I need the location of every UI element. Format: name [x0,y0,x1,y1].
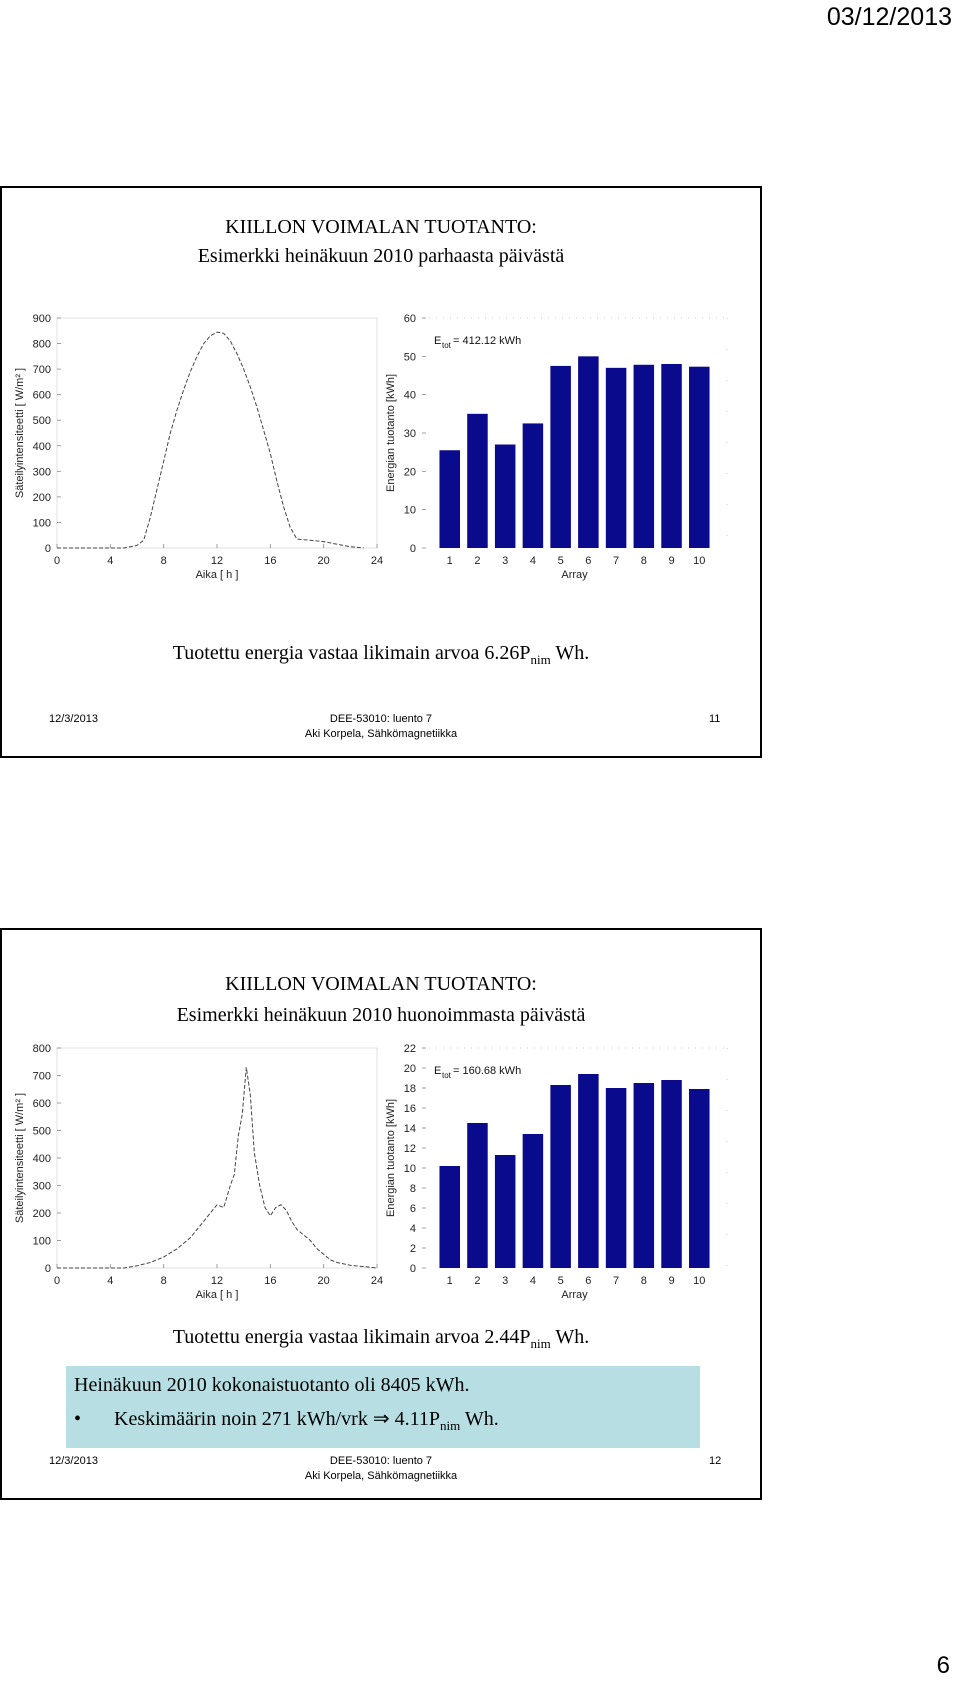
bar [523,1134,544,1268]
slide-12 [0,928,762,1500]
y-tick-label: 500 [32,415,51,428]
x-tick-label: 10 [693,555,706,567]
bar [634,365,655,548]
x-tick-label: 12 [210,555,224,567]
footer-page-number: 11 [709,713,721,725]
slide-caption: Tuotettu energia vastaa likimain arvoa $6.26P_{nim}$ Wh. [172,642,590,667]
y-tick-label: 600 [32,1098,51,1110]
x-tick-label: 7 [613,1275,620,1287]
footer-center [2,712,760,742]
footer-author: Aki Korpela, Sähkömagnetiikka [304,1470,458,1482]
bar [439,1166,460,1268]
y-tick-label: 14 [403,1123,416,1135]
annotation-symbol: E [434,335,442,347]
bullet-icon: • [74,1408,82,1430]
x-tick-label: 2 [474,555,481,567]
x-tick-label: 1 [446,1275,453,1287]
annotation-value: = 160.68 kWh [453,1065,522,1077]
y-tick-label: 400 [32,1153,51,1165]
footer-page-number: 12 [709,1455,722,1467]
annotation-value: = 412.12 kWh [453,335,522,347]
y-tick-label: 8 [409,1183,416,1195]
bar [467,414,488,548]
x-tick-label: 3 [502,555,509,567]
y-tick-label: 50 [403,351,416,364]
x-tick-label: 20 [317,555,330,567]
bar [689,1089,710,1268]
summary-line-total: Heinäkuun 2010 kokonaistuotanto oli 8405 kWh. [74,1374,470,1396]
y-axis-label: Säteilyintensiteetti [ W/m² ] [14,367,26,499]
x-tick-label: 6 [585,555,592,567]
footer-course: DEE-53010: luento 7 [329,1455,433,1467]
y-tick-label: 300 [32,466,51,479]
x-tick-label: 24 [370,555,384,567]
x-tick-label: 7 [613,555,620,567]
y-tick-label: 20 [403,1063,416,1075]
y-tick-label: 0 [409,1263,416,1275]
y-tick-label: 0 [409,543,416,555]
y-tick-label: 300 [32,1180,51,1193]
x-axis-label: Array [561,569,588,581]
x-tick-label: 12 [210,1275,224,1287]
x-tick-label: 16 [264,555,277,567]
implies-arrow-icon: ⇒ [372,1408,390,1430]
footer-date: 12/3/2013 [49,1455,98,1467]
x-tick-label: 8 [160,555,167,567]
x-tick-label: 24 [370,1275,384,1287]
y-tick-label: 800 [32,1043,51,1055]
y-tick-label: 16 [403,1103,416,1115]
y-tick-label: 40 [403,389,416,402]
page-date: 03/12/2013 [826,3,952,31]
x-tick-label: 8 [640,1275,647,1287]
bar [467,1123,488,1268]
y-tick-label: 4 [409,1223,416,1235]
bar [578,356,599,548]
x-tick-label: 9 [668,1275,675,1287]
y-tick-label: 60 [403,313,416,325]
y-tick-label: 800 [32,338,51,351]
footer-center [2,1454,760,1484]
slide-title-line1: KIILLON VOIMALAN TUOTANTO: [225,216,537,238]
y-tick-label: 100 [32,1235,51,1248]
plot-area [57,1048,377,1268]
x-tick-label: 5 [557,555,564,567]
x-tick-label: 8 [160,1275,167,1287]
x-tick-label: 4 [107,555,114,567]
annotation-subscript: tot [442,341,451,350]
y-tick-label: 0 [44,543,51,555]
y-tick-label: 700 [32,364,51,377]
x-tick-label: 10 [693,1275,706,1287]
y-tick-label: 400 [32,440,51,453]
footer-author: Aki Korpela, Sähkömagnetiikka [304,728,458,740]
bar [606,368,627,548]
bar [661,364,682,548]
energy-bar-chart-best-day [382,308,742,598]
slide-title-line2: Esimerkki heinäkuun 2010 parhaasta päivästä [197,245,565,267]
slide-caption: Tuotettu energia vastaa likimain arvoa $2.44P_{nim}$ Wh. [172,1326,590,1351]
page-number: 6 [936,1652,950,1679]
bar [578,1074,599,1268]
x-axis-label: Array [561,1289,588,1301]
y-tick-label: 22 [403,1043,416,1055]
x-tick-label: 0 [53,1275,61,1287]
slide-title-line1: KIILLON VOIMALAN TUOTANTO: [225,973,537,995]
bar [495,445,516,549]
x-tick-label: 4 [529,1275,536,1287]
x-tick-label: 6 [585,1275,592,1287]
y-tick-label: 600 [32,389,51,402]
annotation-subscript: tot [442,1071,451,1080]
y-tick-label: 2 [409,1243,416,1255]
y-tick-label: 500 [32,1125,51,1138]
y-tick-label: 10 [403,1163,416,1175]
x-tick-label: 9 [668,555,675,567]
irradiance-chart-best-day [12,308,382,598]
y-tick-label: 900 [32,313,51,325]
x-tick-label: 3 [502,1275,509,1287]
bar [523,423,544,548]
x-tick-label: 4 [107,1275,114,1287]
y-tick-label: 18 [403,1083,416,1095]
summary-box [66,1366,700,1448]
energy-bar-chart-worst-day [382,1038,742,1318]
x-tick-label: 2 [474,1275,481,1287]
annotation-symbol: E [434,1065,442,1077]
bar [689,367,710,548]
y-tick-label: 100 [32,517,51,530]
bar [661,1080,682,1268]
x-tick-label: 20 [317,1275,330,1287]
bar [550,1085,571,1268]
plot-area [57,318,377,548]
y-tick-label: 200 [32,1208,51,1220]
y-tick-label: 30 [403,428,416,440]
y-tick-label: 200 [32,491,51,504]
x-tick-label: 1 [446,555,453,567]
y-tick-label: 10 [403,504,416,517]
bar [495,1155,516,1268]
summary-line-average: • Keskimäärin noin 271 kWh/vrk ⇒ $4.11P_{nim}$ Wh. [74,1408,499,1433]
x-tick-label: 0 [53,555,61,567]
footer-course: DEE-53010: luento 7 [329,713,433,725]
irradiance-chart-worst-day [12,1038,382,1318]
y-tick-label: 12 [403,1143,416,1155]
y-tick-label: 20 [403,466,416,479]
slide-11 [0,186,762,758]
bar [550,366,571,548]
bar [439,450,460,548]
footer-date: 12/3/2013 [49,713,98,725]
x-tick-label: 5 [557,1275,564,1287]
slide-title-line2: Esimerkki heinäkuun 2010 huonoimmasta päivästä [176,1004,586,1026]
y-axis-label: Energian tuotanto [kWh] [385,1098,397,1218]
x-tick-label: 4 [529,555,536,567]
bar [606,1088,627,1268]
x-axis-label: Aika [ h ] [195,569,239,581]
y-tick-label: 6 [409,1203,416,1215]
y-tick-label: 700 [32,1070,51,1083]
x-tick-label: 16 [264,1275,277,1287]
y-tick-label: 0 [44,1263,51,1275]
y-axis-label: Säteilyintensiteetti [ W/m² ] [14,1092,26,1224]
y-axis-label: Energian tuotanto [kWh] [385,373,397,493]
x-axis-label: Aika [ h ] [195,1289,239,1301]
x-tick-label: 8 [640,555,647,567]
bar [634,1083,655,1268]
